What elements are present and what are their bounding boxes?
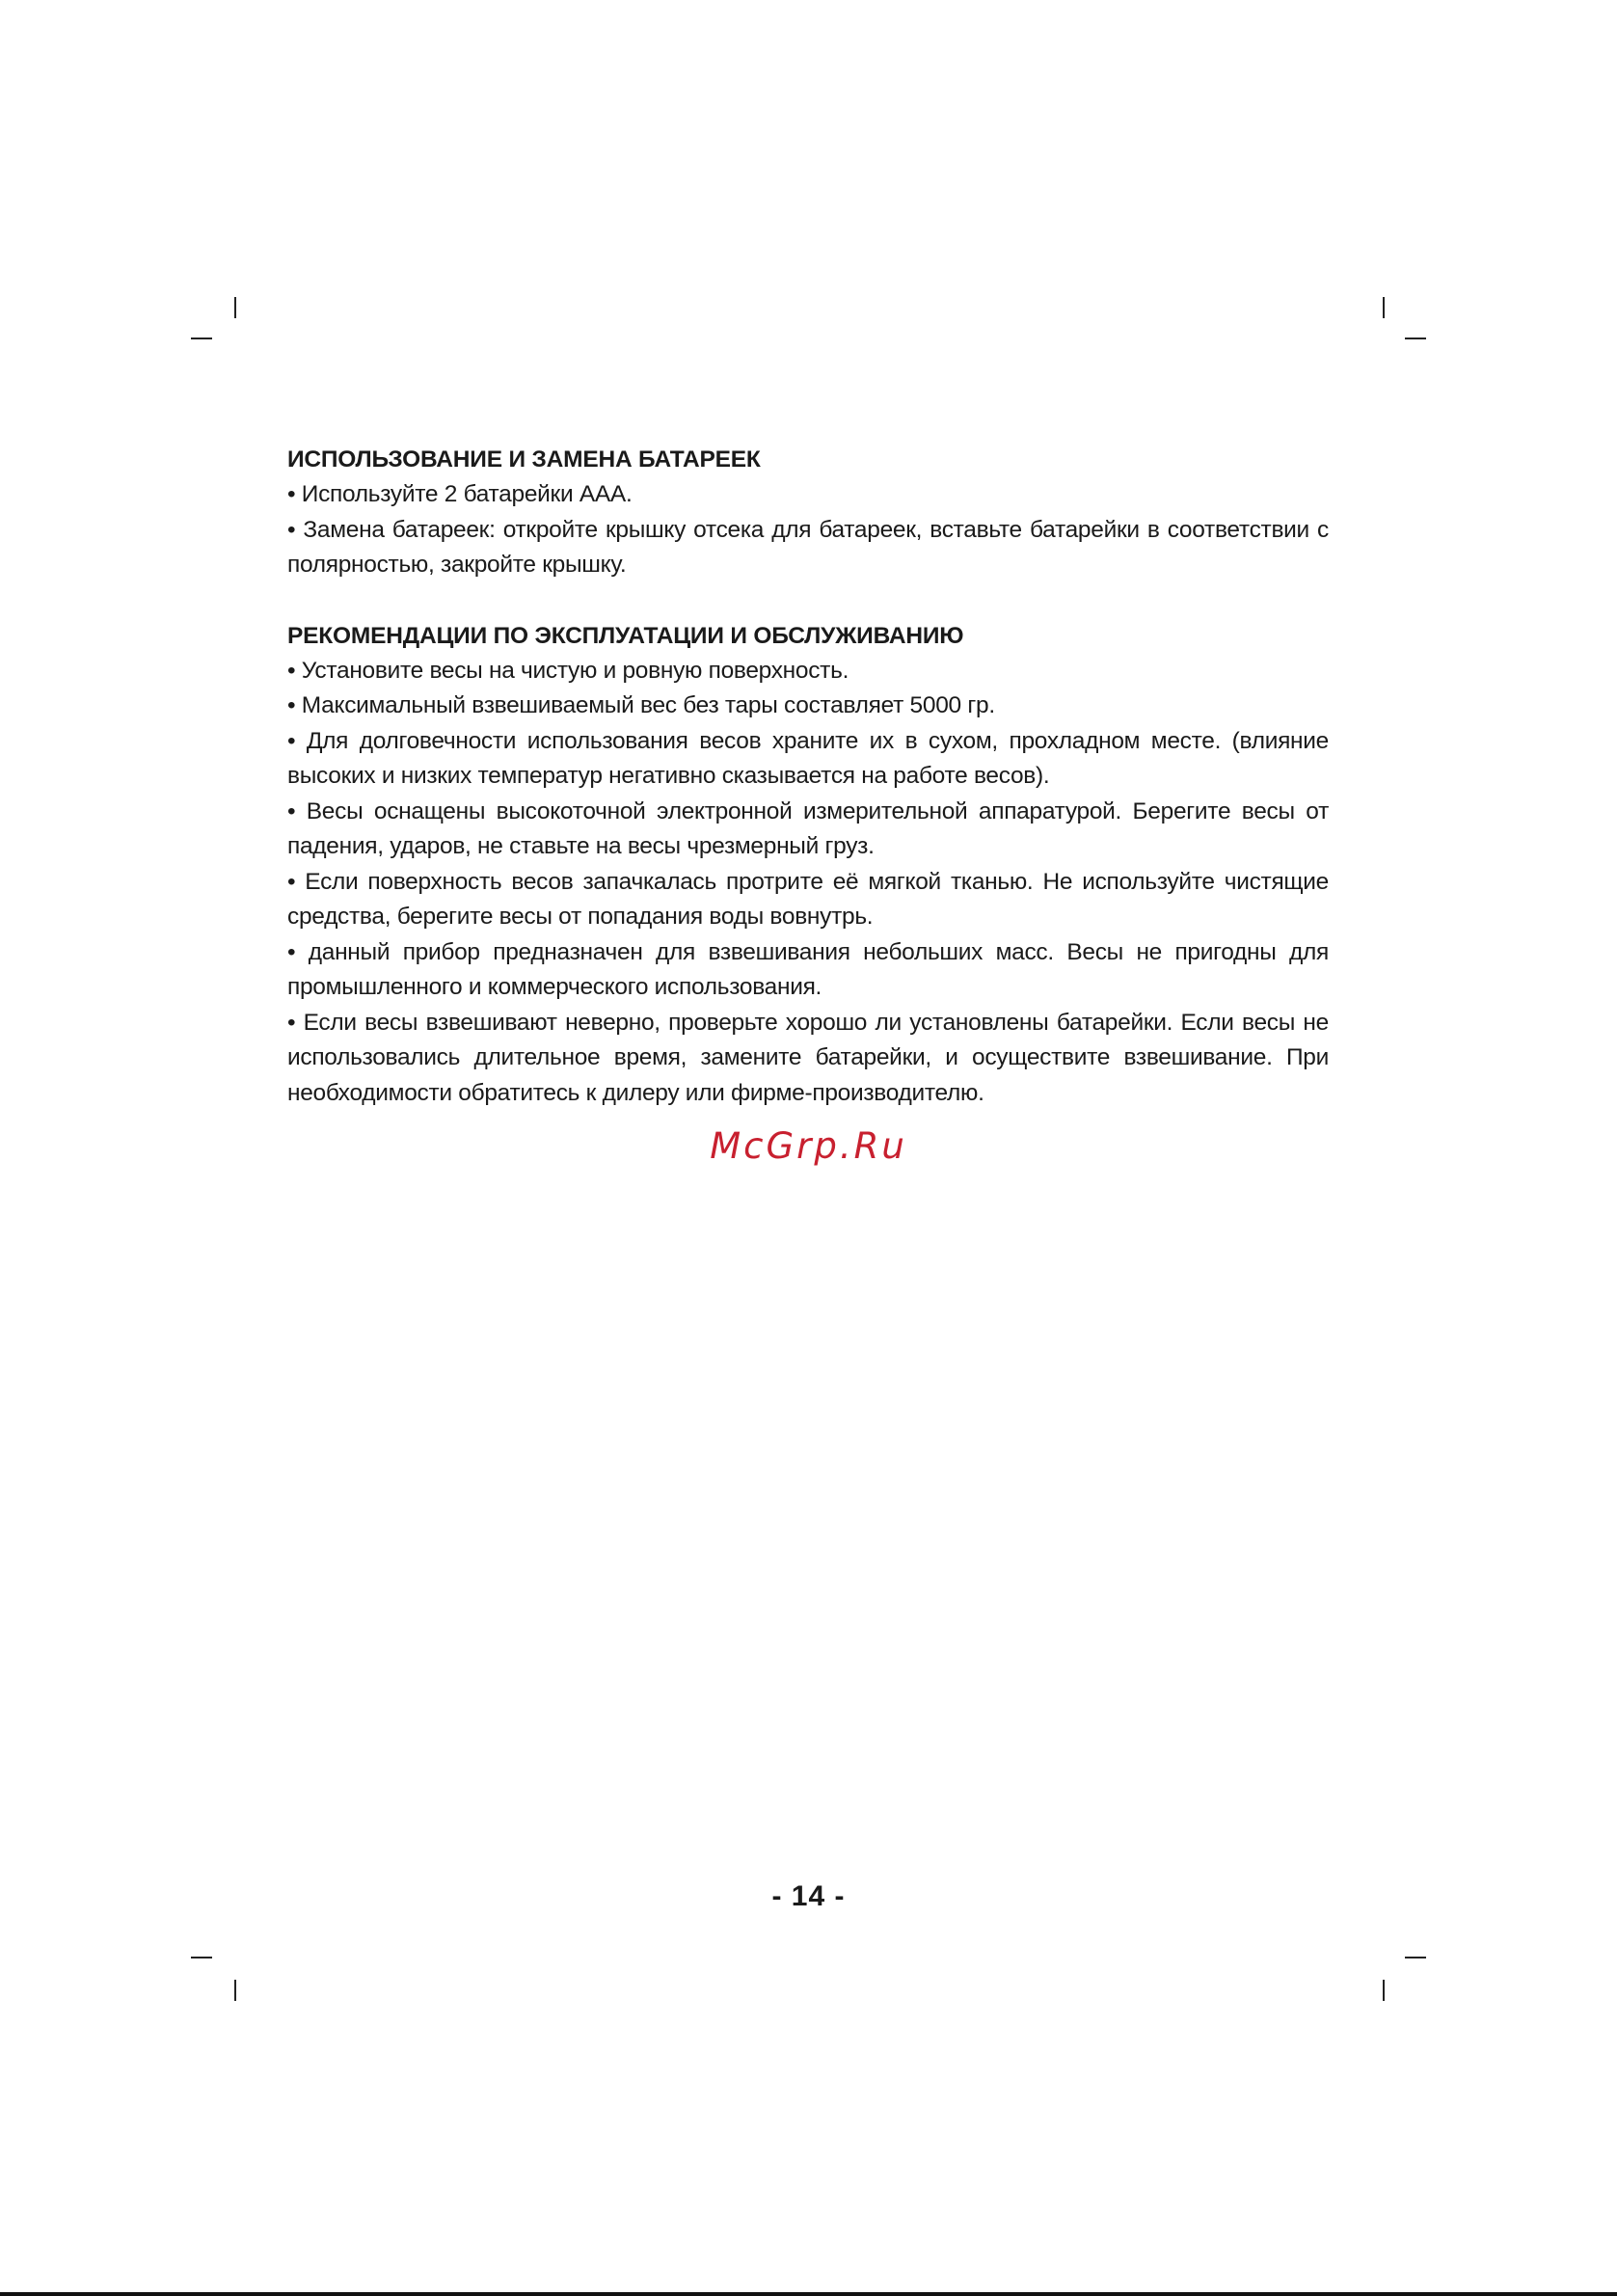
document-body [287,442,1329,1111]
crop-mark-top-right-vertical [1383,297,1385,318]
page-number: - 14 - [771,1880,846,1912]
section-battery [287,442,1329,583]
list-item: • Для долговечности использования весов храните их в сухом, прохладном месте. (влияние высоких и низких температур негативно сказывается на работе весов). [287,727,1329,789]
crop-mark-bottom-right-vertical [1383,1980,1385,2001]
list-item: • Используйте 2 батарейки AAA. [287,481,633,507]
section-title: ИСПОЛЬЗОВАНИЕ И ЗАМЕНА БАТАРЕЕК [287,446,761,473]
list-item: • Замена батареек: откройте крышку отсека для батареек, вставьте батарейки в соответствии с полярностью, закройте крышку. [287,516,1329,578]
list-item: • Если весы взвешивают неверно, проверьте хорошо ли установлены батарейки. Если весы не использовались длительное время, замените батарейки, и осуществите взвешивание. При необходимости обратитесь к дилеру или фирме-производителю. [287,1009,1329,1106]
section-title: РЕКОМЕНДАЦИИ ПО ЭКСПЛУАТАЦИИ И ОБСЛУЖИВАНИЮ [287,622,964,649]
section-spacer [287,583,1329,618]
crop-mark-top-right-horizontal [1405,338,1426,339]
page-bottom-edge [0,2292,1617,2296]
crop-mark-bottom-left-horizontal [191,1957,212,1958]
list-item: • Максимальный взвешиваемый вес без тары составляет 5000 гр. [287,692,995,718]
list-item: • Весы оснащены высокоточной электронной измерительной аппаратурой. Берегите весы от падения, ударов, не ставьте на весы чрезмерный груз. [287,797,1329,859]
watermark: McGrp.Ru [710,1125,907,1167]
list-item: • Если поверхность весов запачкалась протрите её мягкой тканью. Не используйте чистящие средства, берегите весы от попадания воды вовнутрь. [287,868,1329,930]
crop-mark-top-left-vertical [234,297,236,318]
crop-mark-bottom-right-horizontal [1405,1957,1426,1958]
crop-mark-bottom-left-vertical [234,1980,236,2001]
list-item: • данный прибор предназначен для взвешивания небольших масс. Весы не пригодны для промышленного и коммерческого использования. [287,938,1329,1000]
crop-mark-top-left-horizontal [191,338,212,339]
section-recommendations [287,618,1329,1112]
list-item: • Установите весы на чистую и ровную поверхность. [287,657,849,684]
